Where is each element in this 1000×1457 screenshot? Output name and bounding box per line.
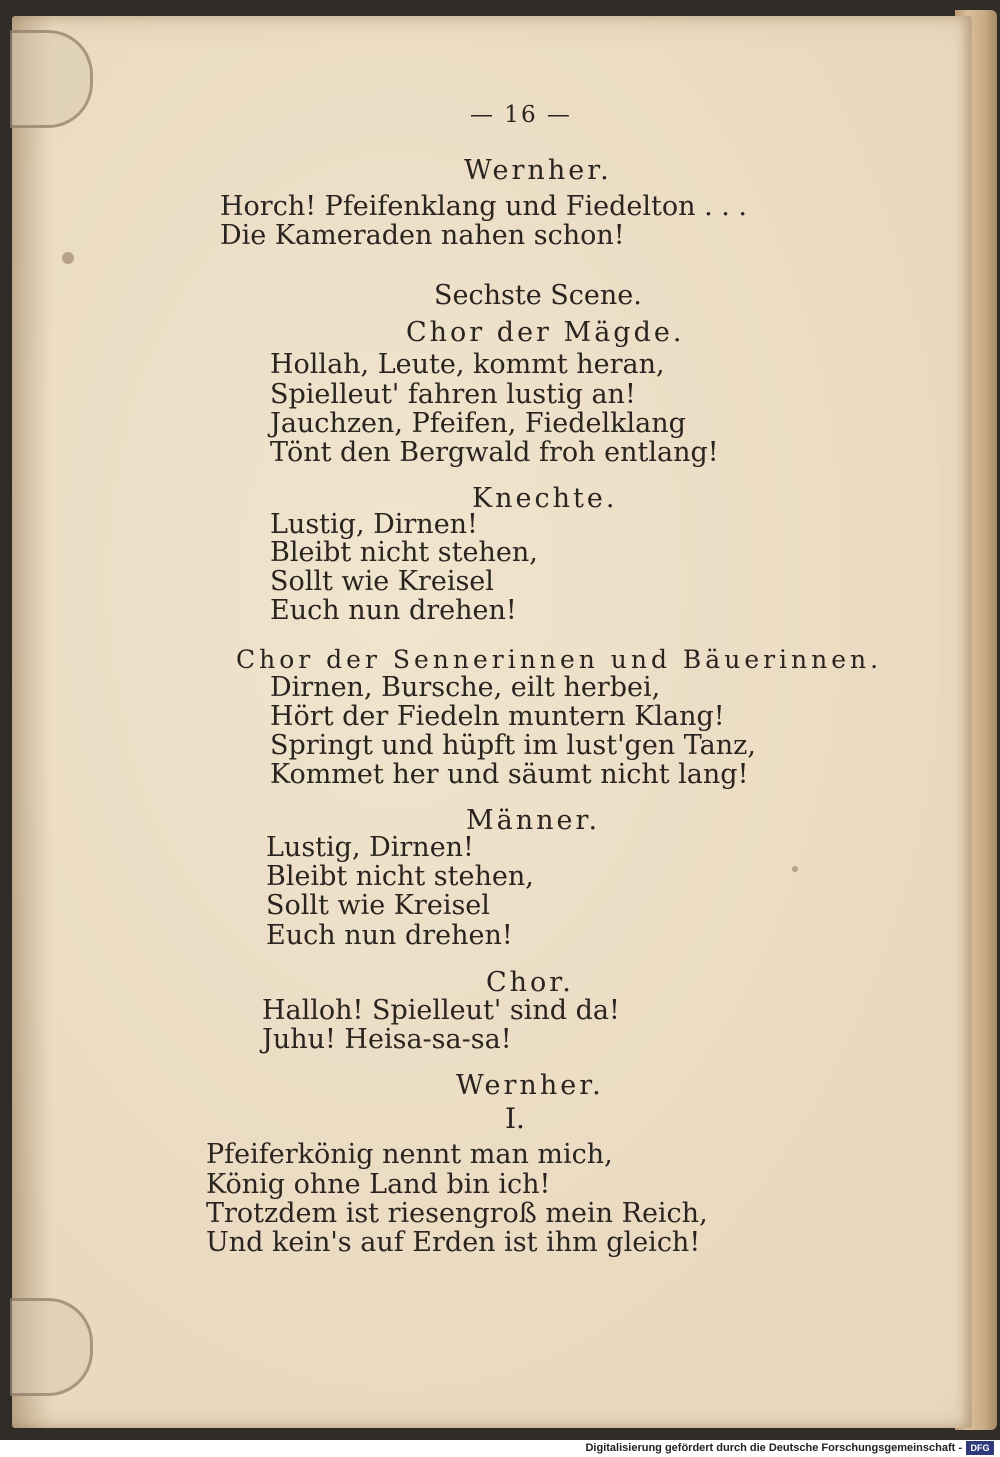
paper-clip-top [10, 30, 93, 128]
verse-line: Lustig, Dirnen! [270, 509, 478, 540]
speaker-heading: Chor. [486, 967, 574, 998]
verse-line: Und kein's auf Erden ist ihm gleich! [206, 1227, 701, 1258]
verse-line: Halloh! Spielleut' sind da! [262, 995, 620, 1026]
verse-line: Bleibt nicht stehen, [266, 861, 534, 892]
speaker-heading: Wernher. [456, 1070, 604, 1101]
speaker-heading: Chor der Mägde. [406, 317, 685, 348]
dfg-logo: DFG [966, 1441, 994, 1455]
verse-line: Horch! Pfeifenklang und Fiedelton . . . [220, 191, 748, 222]
verse-line: Springt und hüpft im lust'gen Tanz, [270, 730, 756, 761]
verse-line: Hollah, Leute, kommt heran, [270, 349, 665, 380]
verse-line: Euch nun drehen! [266, 920, 513, 951]
scene-heading: Sechste Scene. [434, 280, 642, 311]
speaker-heading: Knechte. [472, 483, 618, 514]
stanza-number: I. [505, 1102, 525, 1135]
verse-line: Tönt den Bergwald froh entlang! [270, 437, 719, 468]
verse-line: König ohne Land bin ich! [206, 1169, 551, 1200]
funding-notice: Digitalisierung gefördert durch die Deutsche Forschungsgemeinschaft - [585, 1442, 962, 1454]
verse-line: Euch nun drehen! [270, 595, 517, 626]
verse-line: Spielleut' fahren lustig an! [270, 379, 636, 410]
paper-clip-bottom [10, 1298, 93, 1396]
verse-line: Jauchzen, Pfeifen, Fiedelklang [270, 408, 686, 439]
speaker-heading: Männer. [466, 805, 601, 836]
speaker-heading: Wernher. [464, 155, 612, 186]
verse-line: Bleibt nicht stehen, [270, 537, 538, 568]
verse-line: Hört der Fiedeln muntern Klang! [270, 701, 725, 732]
verse-line: Pfeiferkönig nennt man mich, [206, 1139, 613, 1170]
verse-line: Sollt wie Kreisel [266, 890, 490, 921]
verse-line: Sollt wie Kreisel [270, 566, 494, 597]
footer-bar [0, 1440, 1000, 1457]
verse-line: Die Kameraden nahen schon! [220, 220, 625, 251]
verse-line: Kommet her und säumt nicht lang! [270, 759, 749, 790]
verse-line: Juhu! Heisa-sa-sa! [262, 1024, 512, 1055]
verse-line: Trotzdem ist riesengroß mein Reich, [206, 1198, 708, 1229]
paper-stain [62, 252, 74, 264]
verse-line: Dirnen, Bursche, eilt herbei, [270, 672, 661, 703]
paper-stain [792, 866, 798, 872]
page-number: — 16 — [470, 102, 572, 128]
verse-line: Lustig, Dirnen! [266, 832, 474, 863]
speaker-heading: Chor der Sennerinnen und Bäuerinnen. [236, 645, 883, 674]
